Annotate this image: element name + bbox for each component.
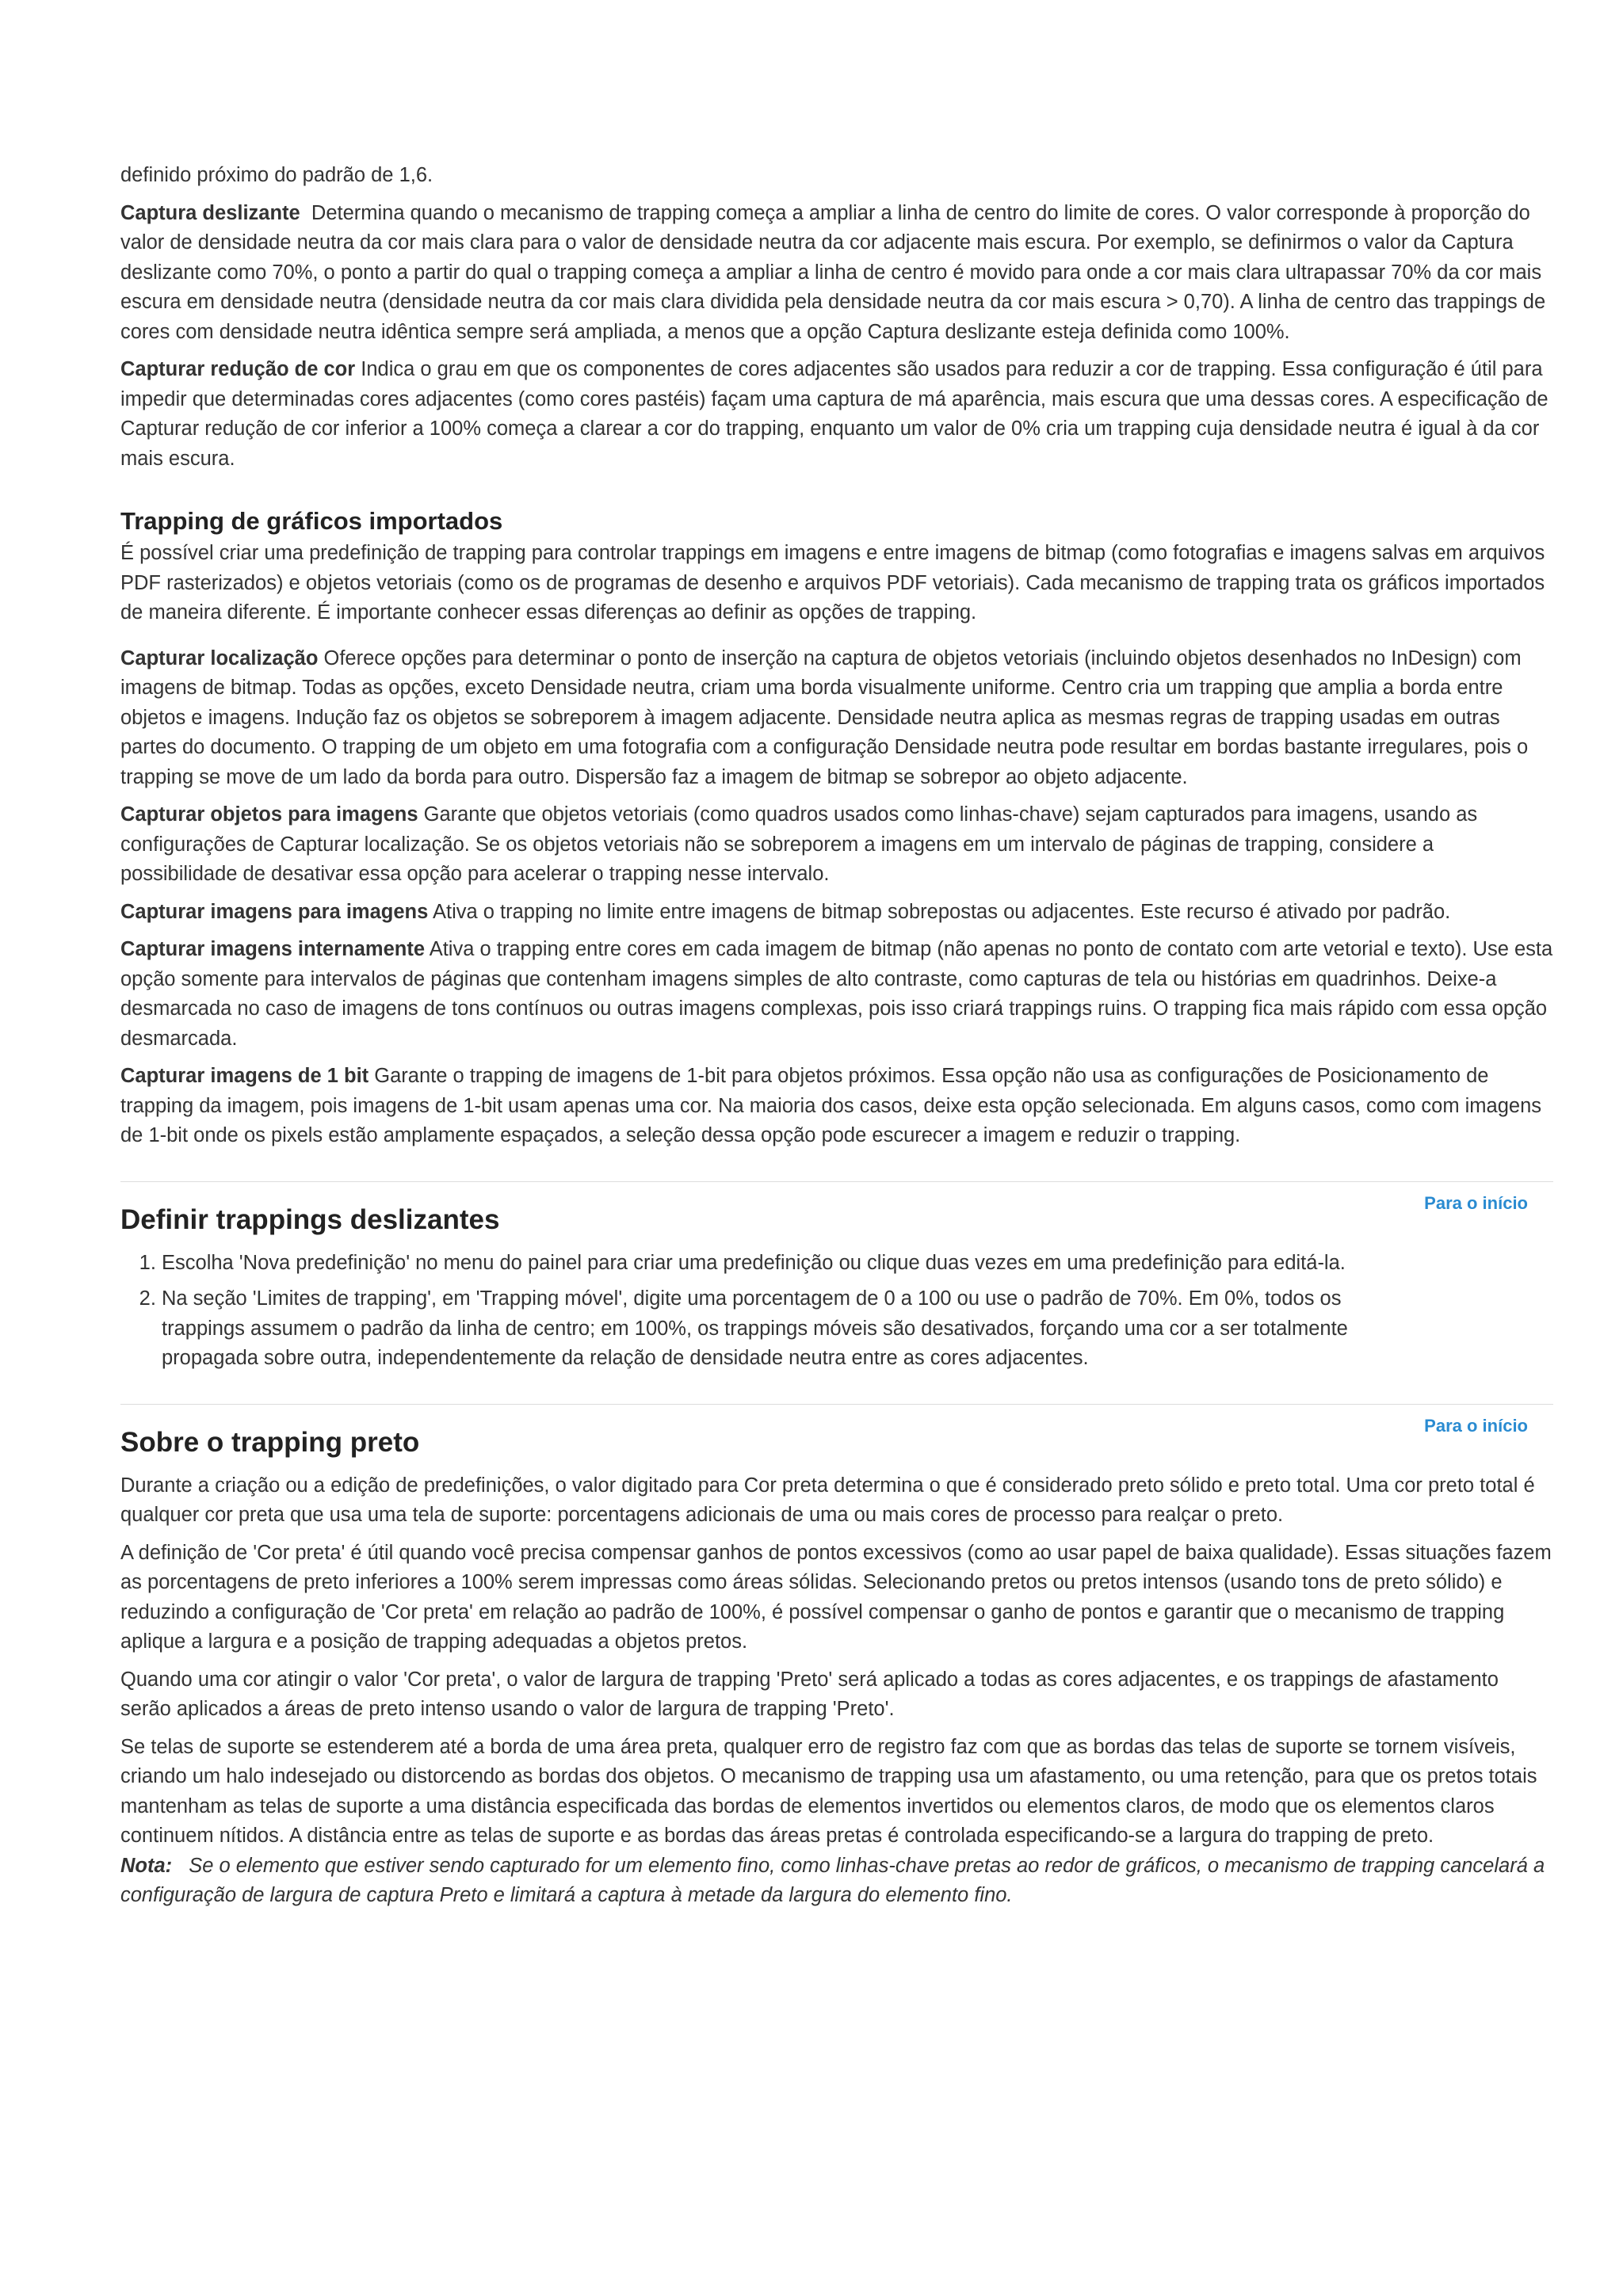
back-to-top-link[interactable]: Para o início bbox=[1424, 1192, 1528, 1213]
black-trapping-section bbox=[120, 1404, 1553, 1911]
list-item: 1. Escolha 'Nova predefinição' no menu do painel para criar uma predefinição ou clique duas vezes em uma predefinição para editá-la. bbox=[162, 1249, 1422, 1279]
note bbox=[120, 1852, 1553, 1911]
list-item: 2. Na seção 'Limites de trapping', em 'Trapping móvel', digite uma porcentagem de 0 a 100 ou use o padrão de 70%. Em 0%, todos os trappings assumem o padrão da linha de centro; em 100%, os trappings móveis são desativados, forçando uma cor a ser totalmente propagada sobre outra, independentemente da relação de densidade neutra entre as cores adjacentes. bbox=[162, 1284, 1422, 1374]
sliding-trap-paragraph bbox=[120, 199, 1553, 348]
black-paragraph: Se telas de suporte se estenderem até a borda de uma área preta, qualquer erro de registro faz com que as bordas das telas de suporte se tornem visíveis, criando um halo indesejado ou distorcendo as bordas dos objetos. O mecanismo de trapping usa um afastamento, ou uma retenção, para que os pretos totais mantenham as telas de suporte a uma distância especificada das bordas de elementos invertidos ou elementos claros, de modo que os elementos claros continuem nítidos. A distância entre as telas de suporte e as bordas das áreas pretas é controlada especificando-se a largura do trapping de preto. bbox=[120, 1735, 1537, 1847]
sliding-traps-steps bbox=[120, 1249, 1422, 1374]
color-reduction-text: Indica o grau em que os componentes de cores adjacentes são usados para reduzir a cor de trapping. Essa configuração é útil para impedir que determinadas cores adjacentes (como cores pastéis) façam uma captura de má aparência, mais escura que uma dessas cores. A especificação de Capturar redução de cor inferior a 100% começa a clarear a cor do trapping, enquanto um valor de 0% cria um trapping cuja densidade neutra é igual à da cor mais escura. bbox=[120, 358, 1549, 470]
black-paragraph: A definição de 'Cor preta' é útil quando você precisa compensar ganhos de pontos excessivos (como ao usar papel de baixa qualidade). Essas situações fazem as porcentagens de preto inferiores a 100% serem impressas como áreas sólidas. Selecionando pretos ou pretos intensos (usando tons de preto sólido) e reduzindo a configuração de 'Cor preta' em relação ao padrão de 100%, é possível compensar o ganho de pontos e garantir que o mecanismo de trapping aplique a largura e a posição de trapping adequadas a objetos pretos. bbox=[120, 1541, 1552, 1653]
note-text: Se o elemento que estiver sendo capturado for um elemento fino, como linhas-chave pretas ao redor de gráficos, o mecanismo de trapping cancelará a configuração de largura de captura Preto e limitará a captura à metade da largura do elemento fino. bbox=[120, 1854, 1545, 1906]
document-page bbox=[120, 161, 1553, 1911]
trap-images-to-images-term: Capturar imagens para imagens bbox=[120, 900, 429, 923]
trap-placement-paragraph bbox=[120, 644, 1553, 793]
sliding-traps-heading: Definir trappings deslizantes bbox=[120, 1203, 500, 1235]
color-reduction-paragraph bbox=[120, 355, 1553, 474]
trap-placement-term: Capturar localização bbox=[120, 646, 319, 669]
sliding-traps-section bbox=[120, 1181, 1553, 1374]
trap-objects-to-images-term: Capturar objetos para imagens bbox=[120, 803, 418, 826]
trap-1bit-images-text: Garante o trapping de imagens de 1-bit para objetos próximos. Essa opção não usa as configurações de Posicionamento de trapping da imagem, pois imagens de 1-bit usam apenas uma cor. Na maioria dos casos, deixe esta opção selecionada. Em alguns casos, como com imagens de 1-bit onde os pixels estão amplamente espaçados, a seleção dessa opção pode escurecer a imagem e reduzir o trapping. bbox=[120, 1065, 1542, 1146]
trap-1bit-images-term: Capturar imagens de 1 bit bbox=[120, 1065, 369, 1087]
sliding-trap-term: Captura deslizante bbox=[120, 201, 300, 224]
sliding-trap-text: Determina quando o mecanismo de trapping começa a ampliar a linha de centro do limite de cores. O valor corresponde à proporção do valor de densidade neutra da cor mais clara para o valor de densidade neutra da cor adjacente mais escura. Por exemplo, se definirmos o valor da Captura deslizante como 70%, o ponto a partir do qual o trapping começa a ampliar a linha de centro é movido para onde a cor mais clara ultrapassar 70% da cor mais escura em densidade neutra (densidade neutra da cor mais clara dividida pela densidade neutra da cor mais escura > 0,70). A linha de centro das trappings de cores com densidade neutra idêntica sempre será ampliada, a menos que a opção Captura deslizante esteja definida como 100%. bbox=[120, 201, 1546, 343]
trap-placement-text: Oferece opções para determinar o ponto de inserção na captura de objetos vetoriais (incluindo objetos desenhados no InDesign) com imagens de bitmap. Todas as opções, exceto Densidade neutra, criam uma borda visualmente uniforme. Centro cria um trapping que amplia a borda entre objetos e imagens. Indução faz os objetos se sobreporem à imagem adjacente. Densidade neutra aplica as mesmas regras de trapping usadas em outras partes do documento. O trapping de um objeto em uma fotografia com a configuração Densidade neutra pode resultar em bordas bastante irregulares, pois o trapping se move de um lado da borda para outro. Dispersão faz a imagem de bitmap se sobrepor ao objeto adjacente. bbox=[120, 646, 1529, 788]
imported-graphics-intro: É possível criar uma predefinição de trapping para controlar trappings em imagens e entre imagens de bitmap (como fotografias e imagens salvas em arquivos PDF rasterizados) e objetos vetoriais (como os de programas de desenho e arquivos PDF vetoriais). Cada mecanismo de trapping trata os gráficos importados de maneira diferente. É importante conhecer essas diferenças ao definir as opções de trapping. bbox=[120, 542, 1545, 624]
color-reduction-term: Capturar redução de cor bbox=[120, 358, 356, 380]
imported-graphics-heading: Trapping de gráficos importados bbox=[120, 507, 503, 535]
trap-1bit-images-paragraph bbox=[120, 1062, 1553, 1151]
black-paragraph: Durante a criação ou a edição de predefinições, o valor digitado para Cor preta determina o que é considerado preto sólido e preto total. Uma cor preto total é qualquer cor preta que usa uma tela de suporte: porcentagens adicionais de uma ou mais cores de processo para realçar o preto. bbox=[120, 1474, 1535, 1526]
black-paragraph: Quando uma cor atingir o valor 'Cor preta', o valor de largura de trapping 'Preto' será aplicado a todas as cores adjacentes, e os trappings de afastamento serão aplicados a áreas de preto intenso usando o valor de largura de trapping 'Preto'. bbox=[120, 1668, 1499, 1720]
trap-images-to-images-paragraph bbox=[120, 898, 1553, 928]
note-label: Nota: bbox=[120, 1854, 173, 1877]
trap-images-internally-paragraph bbox=[120, 935, 1553, 1054]
trap-objects-to-images-text: Garante que objetos vetoriais (como quadros usados como linhas-chave) sejam capturados para imagens, usando as configurações de Capturar localização. Se os objetos vetoriais não se sobreporem a imagens em um intervalo de páginas de trapping, considere a possibilidade de desativar essa opção para acelerar o trapping nesse intervalo. bbox=[120, 803, 1478, 885]
trap-images-internally-text: Ativa o trapping entre cores em cada imagem de bitmap (não apenas no ponto de contato com arte vetorial e texto). Use esta opção somente para intervalos de páginas que contenham imagens simples de alto contraste, como capturas de tela ou histórias em quadrinhos. Deixe-a desmarcada no caso de imagens de tons contínuos ou outras imagens complexas, pois isso criará trappings ruins. O trapping fica mais rápido com essa opção desmarcada. bbox=[120, 938, 1553, 1050]
back-to-top-link[interactable]: Para o início bbox=[1424, 1415, 1528, 1436]
trap-objects-to-images-paragraph bbox=[120, 800, 1553, 890]
trap-images-internally-term: Capturar imagens internamente bbox=[120, 938, 426, 960]
intro-line: definido próximo do padrão de 1,6. bbox=[120, 164, 433, 186]
black-trapping-heading: Sobre o trapping preto bbox=[120, 1426, 420, 1458]
trap-images-to-images-text: Ativa o trapping no limite entre imagens de bitmap sobrepostas ou adjacentes. Este recurso é ativado por padrão. bbox=[433, 900, 1451, 923]
